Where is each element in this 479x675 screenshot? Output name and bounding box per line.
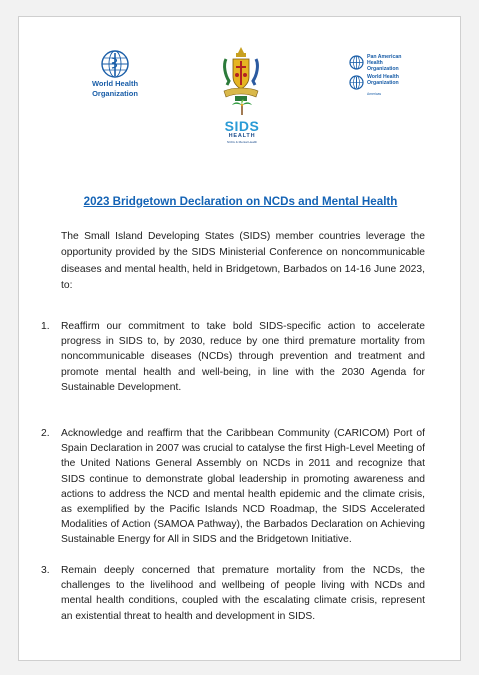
- palm-tree-icon: [230, 99, 254, 115]
- list-item-number: 2.: [41, 428, 50, 439]
- list-item-number: 3.: [41, 565, 50, 576]
- list-item-text: Acknowledge and reaffirm that the Caribbean Community (CARICOM) Port of Spain Declaration in 2007 was crucial to catalyse the first High-Level Meeting of the United Nations General Assembly on NCDs in 2011 and recognize that SIDS continue to demonstrate global leadership in promoting awareness and actions to address the NCD and mental health epidemic and the climate crisis, as exemplified by the Pacific Islands NCD Roadmap, the SIDS Accelerated Modalities of Action (SAMOA Pathway), the Barbados Declaration on Achieving Sustainable Energy for All in SIDS and the Bridgetown Initiative.: [61, 428, 425, 546]
- paho-who-line1: World Health: [367, 74, 399, 81]
- who-emblem-icon: [100, 49, 130, 79]
- sids-tagline: NCDs & Mental Health: [226, 140, 258, 144]
- list-item-number: 1.: [41, 321, 50, 332]
- paho-who-line2: Organization: [367, 80, 399, 87]
- list-item: [41, 426, 425, 548]
- who-name-line2: Organization: [92, 88, 138, 98]
- paho-emblem-icon: [349, 55, 364, 70]
- list-item: [41, 563, 425, 624]
- paho-row: [349, 55, 429, 72]
- paho-logo: [349, 55, 429, 96]
- list-item-text: Reaffirm our commitment to take bold SIDS-specific action to accelerate progress in SIDS to, by 2030, reduce by one third premature mortality from noncommunicable diseases (NCDs) through prevention and treatment and promote mental health and well-being, in line with the 2030 Agenda for Sustainable Development.: [61, 321, 425, 393]
- paho-name-line2: Health: [367, 59, 383, 66]
- sids-wordmark: SIDS: [224, 118, 260, 134]
- list-item-text: Remain deeply concerned that premature mortality from the NCDs, the challenges to the livelihood and wellbeing of people living with NCDs and mental health conditions, coupled with the escalating climate crisis, represent an existential threat to health and development in SIDS.: [61, 565, 425, 622]
- barbados-coat-of-arms-icon: [221, 45, 261, 103]
- intro-paragraph: The Small Island Developing States (SIDS) member countries leverage the opportunity provided by the SIDS Ministerial Conference on noncommunicable diseases and mental health, held in Bridgetown, Barbados on 14-16 June 2023, to:: [61, 231, 425, 292]
- who-small-emblem-icon: [349, 75, 364, 90]
- paho-region-label: Americas: [367, 92, 382, 97]
- paho-name-line1: Pan American: [367, 54, 402, 60]
- sids-subtitle: HEALTH: [228, 133, 256, 139]
- who-name-line1: World Health: [91, 79, 139, 88]
- who-logo: [81, 49, 149, 98]
- list-item: [41, 319, 425, 395]
- paho-who-row: [349, 75, 429, 90]
- document-page: [18, 16, 461, 661]
- sids-health-logo: [222, 99, 262, 144]
- declaration-title[interactable]: 2023 Bridgetown Declaration on NCDs and Mental Health: [83, 195, 398, 208]
- paho-name-line3: Organization: [367, 65, 399, 72]
